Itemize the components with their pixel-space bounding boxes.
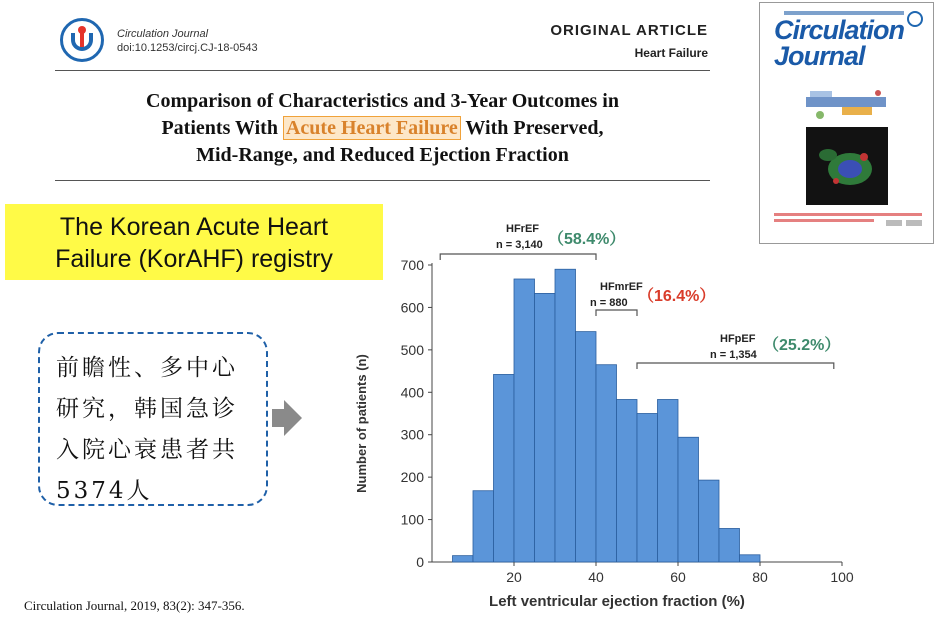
journal-name: Circulation Journal <box>117 28 209 40</box>
article-category: Heart Failure <box>634 46 708 60</box>
x-tick-label-2: 60 <box>670 569 686 585</box>
group-percent-hfref: （58.4%） <box>548 231 626 248</box>
histogram-bar-3 <box>514 279 535 562</box>
x-tick-label-0: 20 <box>506 569 522 585</box>
arrow-right-icon <box>272 400 302 436</box>
citation: Circulation Journal, 2019, 83(2): 347-356. <box>24 598 245 613</box>
y-tick-label-3: 300 <box>400 426 424 443</box>
y-tick-label-5: 500 <box>400 341 424 358</box>
bracket-hfpef <box>637 363 834 369</box>
y-tick-label-1: 100 <box>400 511 424 528</box>
title-line-1: Comparison of Characteristics and 3-Year Outcomes in <box>146 90 619 112</box>
description-line-1: 前瞻性、多中心 <box>56 355 238 381</box>
journal-cover <box>759 2 934 244</box>
y-tick-label-4: 400 <box>400 384 424 401</box>
histogram-bar-14 <box>740 555 761 562</box>
group-percent-hfmref: （16.4%） <box>638 288 716 305</box>
histogram-bar-0 <box>453 556 474 562</box>
histogram-bar-10 <box>658 399 679 562</box>
journal-doi: doi:10.1253/circj.CJ-18-0543 <box>117 42 258 54</box>
paper-header <box>55 8 710 184</box>
x-tick-label-4: 100 <box>830 569 854 585</box>
article-type: ORIGINAL ARTICLE <box>550 22 708 39</box>
histogram-bar-5 <box>555 269 576 562</box>
x-tick-label-3: 80 <box>752 569 768 585</box>
description-line-3: 入院心衰患者共 <box>56 437 238 463</box>
group-percent-hfpef: （25.2%） <box>763 337 841 354</box>
registry-line-2: Failure (KorAHF) registry <box>55 245 333 273</box>
bracket-hfref <box>440 254 596 260</box>
histogram-bar-2 <box>494 374 515 562</box>
histogram-bar-6 <box>576 332 597 562</box>
title-rule <box>55 180 710 181</box>
cover-micrograph-icon <box>806 127 888 205</box>
cover-title <box>774 17 924 69</box>
cover-title-line-1: Circulation <box>774 15 905 45</box>
histogram-bar-4 <box>535 293 556 562</box>
title-line-2 <box>55 115 710 142</box>
group-name-hfpef: HFpEF <box>720 333 756 345</box>
group-name-hfref: HFrEF <box>506 223 539 235</box>
group-name-hfmref: HFmrEF <box>600 281 643 293</box>
histogram-bar-12 <box>699 480 720 562</box>
cover-caption-icon <box>774 213 922 227</box>
histogram-bar-1 <box>473 491 494 562</box>
group-n-hfmref: n = 880 <box>590 297 628 309</box>
title-line-2-post: With Preserved, <box>460 117 604 139</box>
histogram-bar-13 <box>719 528 740 562</box>
title-line-2-pre: Patients With <box>161 117 283 139</box>
paper-title <box>55 88 710 169</box>
y-axis-label: Number of patients (n) <box>354 354 369 493</box>
y-tick-label-7: 700 <box>400 257 424 273</box>
histogram-bar-8 <box>617 399 638 562</box>
cover-title-line-2: Journal <box>774 41 865 71</box>
header-rule <box>55 70 710 71</box>
histogram-bar-9 <box>637 414 658 563</box>
group-n-hfref: n = 3,140 <box>496 239 543 251</box>
y-tick-label-6: 600 <box>400 299 424 316</box>
bracket-hfmref <box>596 310 637 316</box>
x-tick-label-1: 40 <box>588 569 604 585</box>
description-line-4: 5374人 <box>56 478 153 504</box>
registry-line-1: The Korean Acute Heart <box>59 213 329 241</box>
histogram-bar-7 <box>596 365 617 562</box>
x-axis-label: Left ventricular ejection fraction (%) <box>489 593 745 610</box>
title-line-3: Mid-Range, and Reduced Ejection Fraction <box>196 144 569 166</box>
y-tick-label-2: 200 <box>400 469 424 486</box>
description-line-2: 研究，韩国急诊 <box>56 396 238 422</box>
group-n-hfpef: n = 1,354 <box>710 349 757 361</box>
cover-diagram-icon <box>800 87 895 123</box>
study-description <box>38 332 268 506</box>
histogram-bar-11 <box>678 437 699 562</box>
y-tick-label-0: 0 <box>416 554 424 570</box>
journal-logo-icon <box>60 18 104 62</box>
registry-label <box>5 204 383 280</box>
title-highlight: Acute Heart Failure <box>283 116 461 140</box>
